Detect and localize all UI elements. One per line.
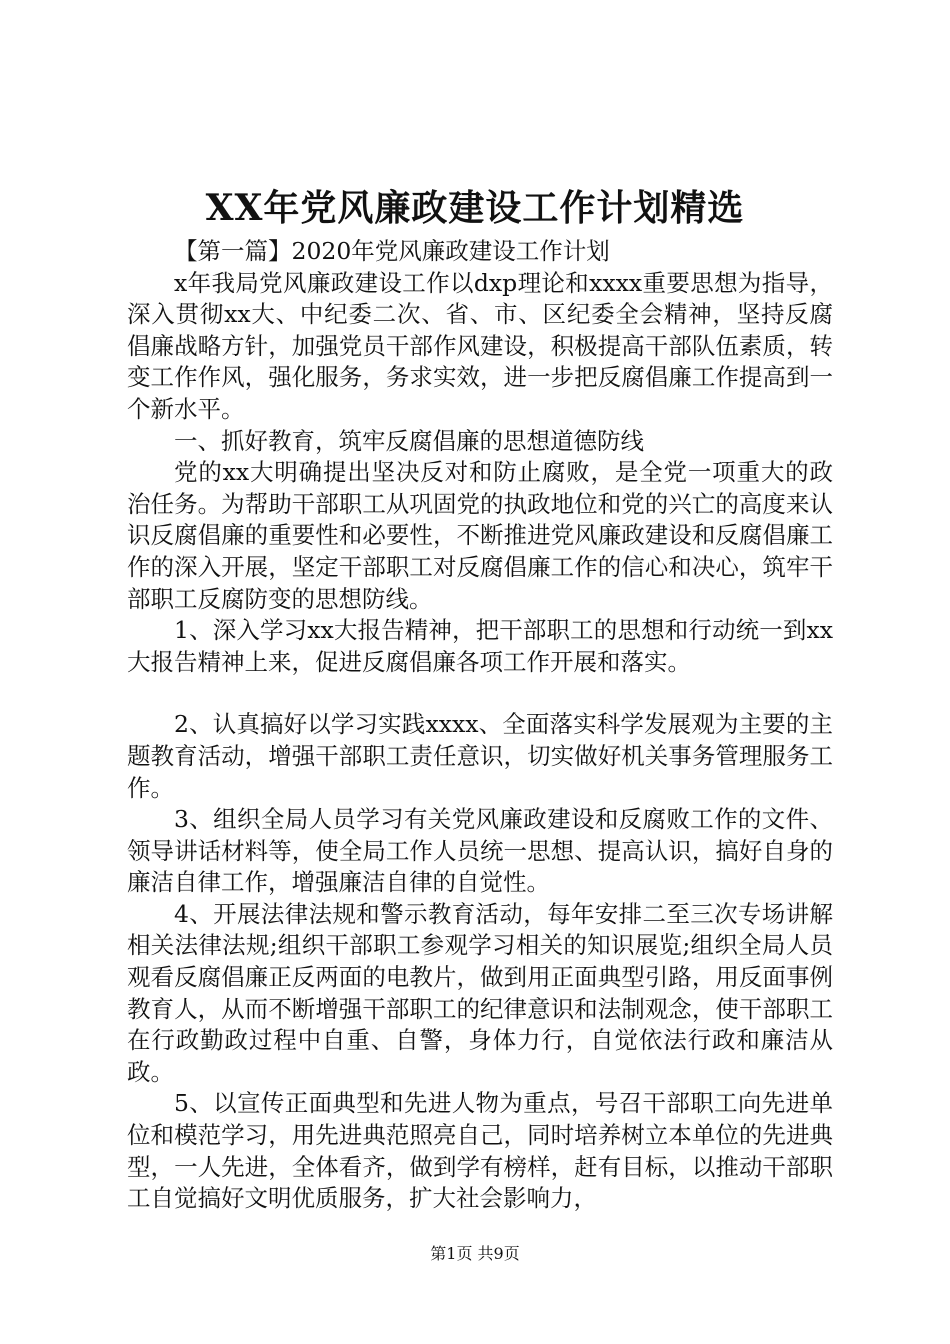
- document-title: XX年党风廉政建设工作计划精选: [205, 187, 745, 229]
- education-paragraph: 党的xx大明确提出坚决反对和防止腐败，是全党一项重大的政治任务。为帮助干部职工从巩固党的执政地位和党的兴亡的高度来认识反腐倡廉的重要性和必要性，不断推进党风廉政建设和反腐倡廉工作的深入开展，坚定干部职工对反腐倡廉工作的信心和决心，筑牢干部职工反腐防变的思想防线。: [127, 458, 833, 613]
- item-2-paragraph: 2、认真搞好以学习实践xxxx、全面落实科学发展观为主要的主题教育活动，增强干部职工责任意识，切实做好机关事务管理服务工作。: [127, 710, 833, 802]
- item-5-paragraph: 5、以宣传正面典型和先进人物为重点，号召干部职工向先进单位和模范学习，用先进典范照亮自己，同时培养树立本单位的先进典型，一人先进，全体看齐，做到学有榜样，赶有目标，以推动干部职工自觉搞好文明优质服务，扩大社会影响力，: [127, 1089, 833, 1213]
- section-heading-education: 一、抓好教育，筑牢反腐倡廉的思想道德防线: [174, 426, 644, 455]
- item-1-paragraph: 1、深入学习xx大报告精神，把干部职工的思想和行动统一到xx大报告精神上来，促进反腐倡廉各项工作开展和落实。: [127, 616, 833, 676]
- section-heading-part-one: 【第一篇】2020年党风廉政建设工作计划: [174, 237, 610, 265]
- document-body: [127, 236, 833, 1215]
- item-3-paragraph: 3、组织全局人员学习有关党风廉政建设和反腐败工作的文件、领导讲话材料等，使全局工作人员统一思想、提高认识，搞好自身的廉洁自律工作，增强廉洁自律的自觉性。: [127, 805, 833, 897]
- item-4-paragraph: 4、开展法律法规和警示教育活动，每年安排二至三次专场讲解相关法律法规;组织干部职工参观学习相关的知识展览;组织全局人员观看反腐倡廉正反两面的电教片，做到用正面典型引路，用反面事例教育人，从而不断增强干部职工的纪律意识和法制观念，使干部职工在行政勤政过程中自重、自警，身体力行，自觉依法行政和廉洁从政。: [127, 899, 833, 1086]
- intro-paragraph: x年我局党风廉政建设工作以dxp理论和xxxx重要思想为指导，深入贯彻xx大、中纪委二次、省、市、区纪委全会精神，坚持反腐倡廉战略方针，加强党员干部作风建设，积极提高干部队伍素质，转变工作作风，强化服务，务求实效，进一步把反腐倡廉工作提高到一个新水平。: [127, 268, 833, 423]
- page-footer: 第1页 共9页: [430, 1244, 520, 1263]
